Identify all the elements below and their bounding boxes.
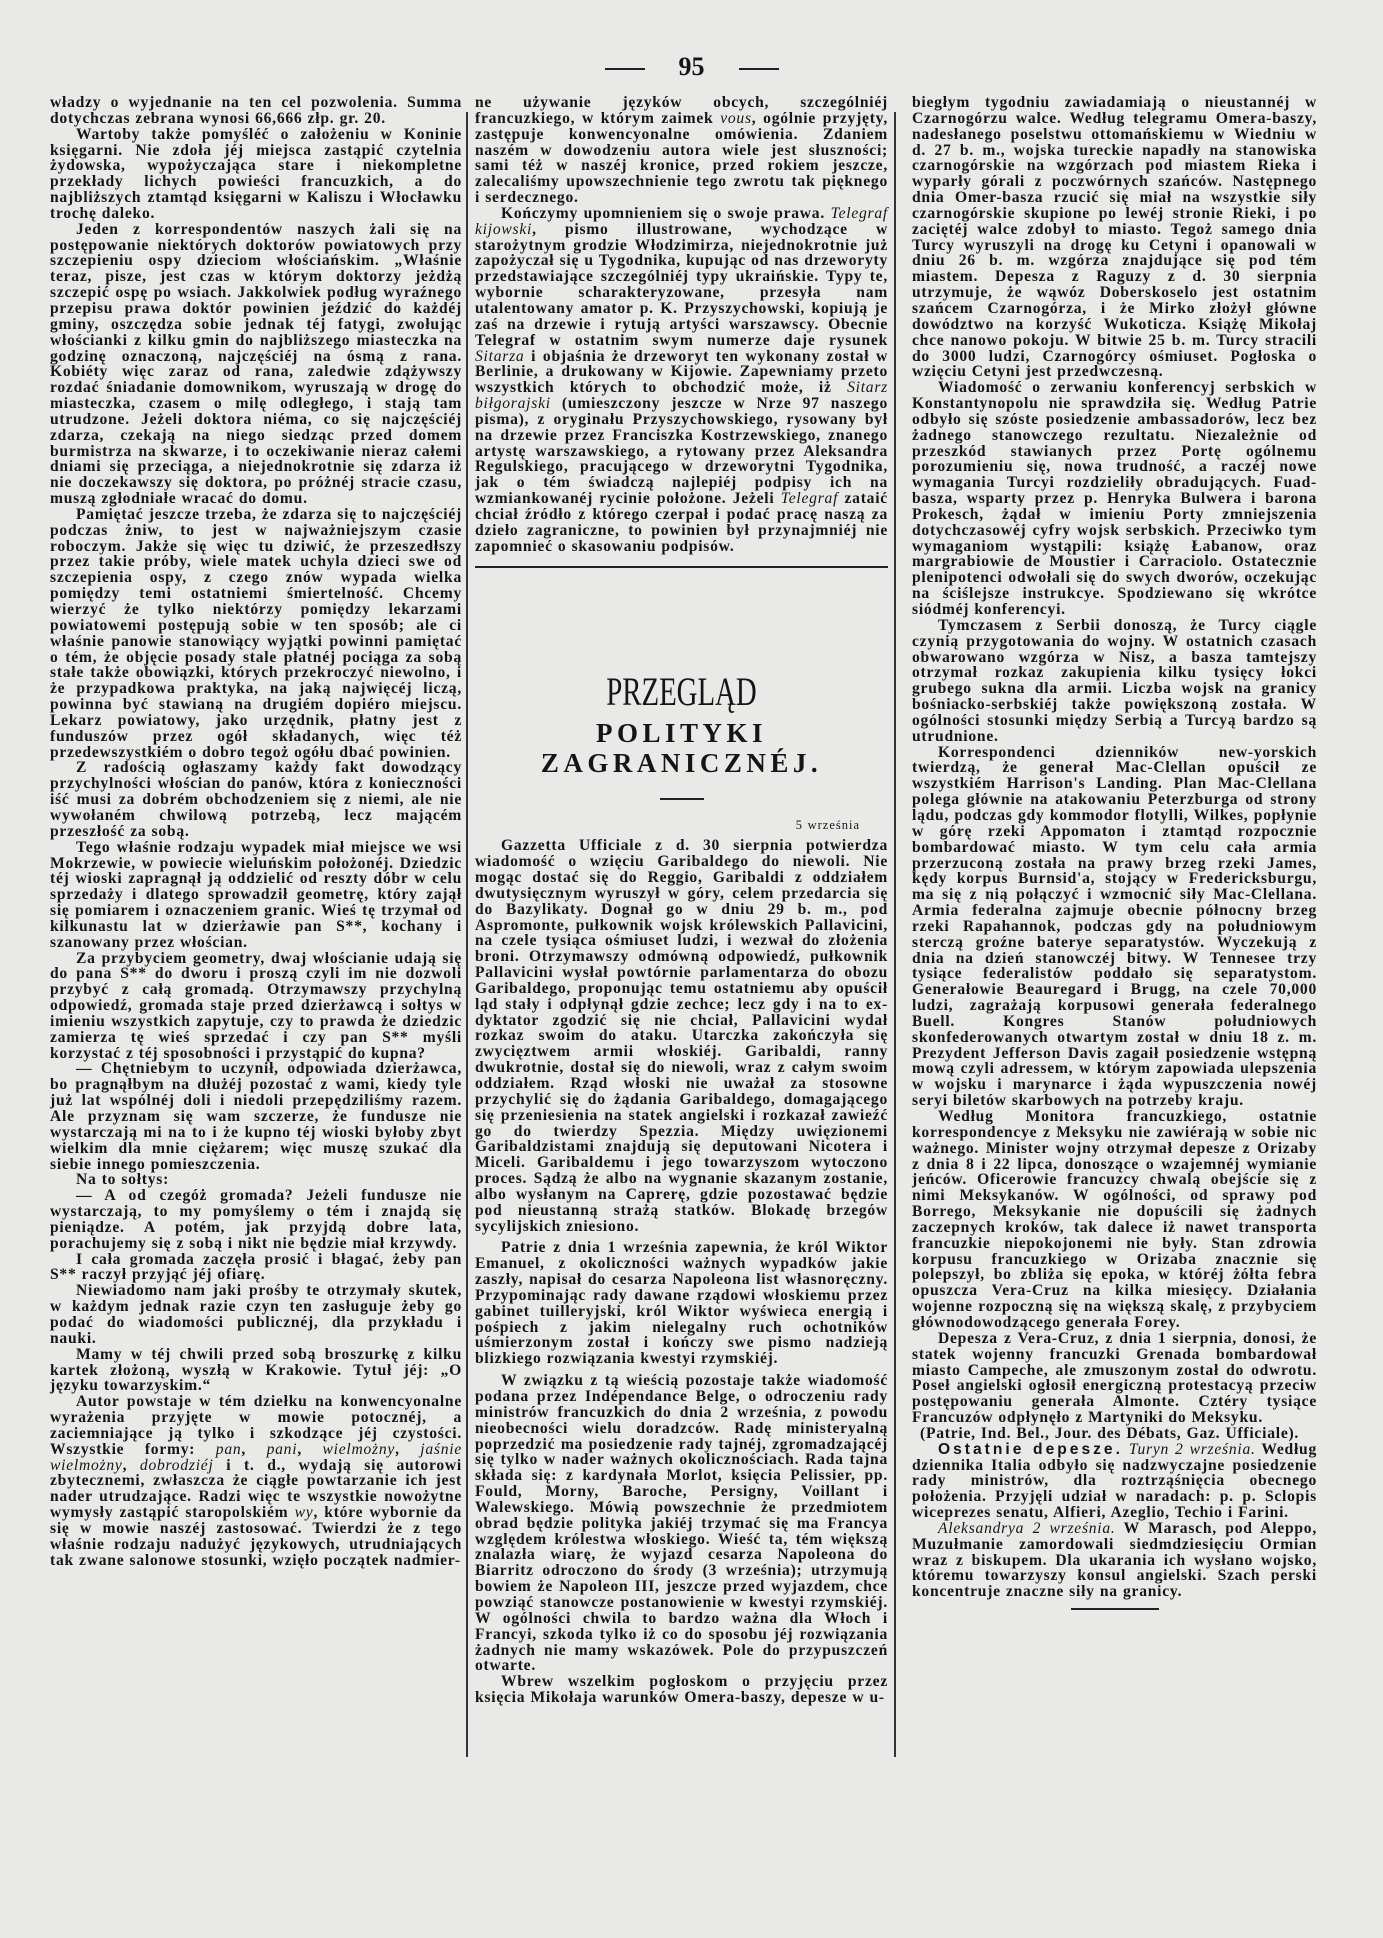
text-run: , ogólnie przyjęty, zastępuje konwencyonalne omówienia. Zdaniem naszém w dowodzeniu autora wiele jest słuszności; sami téż w naszéj kronice, przed rokiem jeszcze, zalecaliśmy upowszechnienie tego zwrotu tak pięknego i serdecznego. [475,109,888,207]
text-run: Mamy w téj chwili przed sobą broszurkę z kilku kartek złożoną, wyszłą w Krakowie. Tytuł jéj: „O języku towarzyskim.“ [50,1345,462,1395]
column-2 [475,95,888,1706]
article-paragraph [50,222,462,507]
italic-text-run: jaśnie wielmożny [50,1440,462,1474]
text-run: Pamiętać jeszcze trzeba, że zdarza się to najczęściéj podczas żniw, to jest w najważniejszym czasie roboczym. Jakże się więc tu dziwić, że przeszedłszy przez takie próby, wiele matek uchyla dzieci swe od szczepienia ospy, z czego znów wypada wielka pomiędzy temi ostatniemi śmiertelność. Chcemy wierzyć że tylko niektórzy pomiędzy lekarzami powiatowemi postępują sobie w ten sposób; ale ci właśnie panowie stanowiący wyjątki powinni pamiętać o tém, że objęcie posady stale płatnéj pociąga za sobą stałe także obowiązki, których przekroczyć niewolno, i że przypadkowa praktyka, na jaką najwięcéj liczą, powinna być stawianą na drugiém dopiéro miejscu. Lekarz powiatowy, jako urzędnik, płatny jest z funduszów przez ogół składanych, więc téż przedewszystkiém o dobro tegoż ogółu dbać powinien. [50,505,462,761]
article-paragraph [50,1252,462,1284]
text-run: Depesza z Vera-Cruz, z dnia 1 sierpnia, donosi, że statek wojenny francuzki Grenada bombardował miasto Campeche, ale zmuszonym został do odwrotu. Poseł angielski ogłosił energiczną protestacyą przeciw postępowaniu generała Almonte. Cztéry tysiące Francuzów odpłynęło z Martyniki do Meksyku. [912,1329,1317,1427]
italic-text-run: pan [215,1440,242,1458]
header-dash-right [739,68,779,70]
italic-text-run: Turyn 2 września. [1128,1440,1256,1458]
article-paragraph [50,840,462,951]
text-run: Za przybyciem geometry, dwaj włościanie udają się do pana S** do dworu i proszą czyli im nie dozwoli przybyć z całą gromadą. Otrzymawszy przychylną odpowiedź, gromada staje przed dzierżawcą i sołtys w imieniu wszystkich zapytuje, czy to prawda że dziedzic zamierza tę wieś sprzedać i czy pan S** myśli korzystać z téj sposobności i przystąpić do kupna? [50,949,462,1062]
column-3-text [912,95,1317,1600]
subsection-title: Ostatnie depesze. [938,1440,1123,1458]
text-run: zataić chciał źródło z którego czerpał i podać pracę naszą za dzieło zagraniczne, to powinien był przynajmniéj nie zapomnieć o skasowaniu podpisów. [475,490,888,555]
article-paragraph [475,1674,888,1706]
text-run: — A od czegóż gromada? Jeżeli fundusze nie wystarczają, to my pomyślemy o tém i znajdą się pieniądze. A potém, jak przyjdą dobre lata, porachujemy się z sobą i nikt nie będzie miał krzywdy. [50,1187,462,1252]
text-run: Wiadomość o zerwaniu konferencyj serbskich w Konstantynopolu nie sprawdziła się. Według Patrie odbyło się szóste posiedzenie ambassadorów, lecz bez żadnego stanowczego rezultatu. Niezależnie od przeszkód stawianych przez Portę ogólnemu porozumieniu się, nowa trudność, a raczéj nowe wymagania Turcyi rozdzieliły obradujących. Fuad-basza, wsparty przez p. Henryka Bulwera i barona Prokesch, żądał w imieniu Porty zmniejszenia dotychczasowéj cyfry wojsk serbskich. Przeciwko tym wymaganiom wystąpili: książę Łabanow, oraz margrabiowie de Moustier i Carraciolo. Ostatecznie plenipotenci odwołali się do swych dworów, oczekując na ściślejsze instrukcye. Spodziewano się wkrótce siódméj konferencyi. [912,379,1317,618]
article-paragraph [50,127,462,222]
text-run: władzy o wyjednanie na ten cel pozwolenia. Summa dotychczas zebrana wynosi 66,666 złp. gr. 20. [50,94,462,127]
text-run: , [122,1456,140,1474]
text-run: — Chętniebym to uczynił, odpowiada dzierżawca, bo pragnąłbym na dłużéj pozostać z wami, kiedy tyle już lat wspólnéj doli i niedoli przepędziliśmy razem. Ale przyznam się wam szczerze, że fundusze nie wystarczają mi na to i że kupno téj wioski byłoby zbyt wielkim dla mnie ciężarem; więc muszę szukać dla siebie innego pomieszczenia. [50,1060,462,1173]
article-paragraph [50,95,462,127]
text-run: , [297,1440,323,1458]
article-paragraph [912,1521,1317,1600]
text-run: , [241,1440,267,1458]
article-paragraph [475,206,888,555]
italic-text-run: Telegraf [780,490,839,508]
column-1 [50,95,462,1568]
text-run: Tego właśnie rodzaju wypadek miał miejsce we wsi Mokrzewie, w powiecie wieluńskim położonéj. Dziedzic téj wioski zapragnął ją oddzielić od reszty dóbr w celu sprzedaży i dlatego sprowadził geometrę, który zajął się pomiarem i oznaczeniem granic. Wieś tę trzymał od kilkunastu lat w dzierżawie pan S**, kochany i szanowany przez włościan. [50,838,462,951]
article-paragraph [475,838,888,1234]
text-run: ne używanie języków obcych, szczególniéj francuzkiego, w którym zaimek [475,94,888,127]
heading-line-2: POLITYKI ZAGRANICZNÉJ. [540,718,823,779]
italic-text-run: Aleksandrya 2 września. [938,1519,1116,1537]
section-divider-rule [475,566,888,568]
italic-text-run: wielmożny [322,1440,396,1458]
column-1-text [50,95,462,1568]
text-run: biegłym tygodniu zawiadamiają o nieustannéj w Czarnogórzu walce. Według telegramu Omera-baszy, nadesłanego poselstwu ottomańskiemu w Wiedniu w d. 27 b. m., wojska tureckie napadły na stanowiska czarnogórskie na wzgórzach pod miastem Rieka i wyparły górali z poczwórnych szańców. Następnego dnia Omer-basza rzucić się miał na wszystkie siły czarnogórskie skupione po lewéj stronie Rieki, i po zaciętéj walce zdobył to miasto. Tegoż samego dnia Turcy wyruszyli na drogę ku Cetyni i opanowali w dniu 26 b. m. wzgórza znajdujące się pod tém miastem. Depesza z Raguzy z d. 30 sierpnia utrzymuje, że wąwóz Doberskoselo jest ostatnim szańcem Czarnogórza, i że Mirko złożył główne dowództwo na korzyść Wukoticza. Książę Mikołaj chce nanowo pokoju. W bitwie 25 b. m. Turcy stracili do 3000 ludzi, Czarnogórcy ośmiuset. Pogłoska o wzięciu Cetyni jest przedwczesną. [912,94,1317,381]
text-run: W związku z tą wieścią pozostaje także wiadomość podana przez Indépendance Belge, o odroczeniu rady ministrów francuzkich do dnia 2 września, z powodu nieobecności wielu doradzców. Radę ministeryalną poprzedzić ma posiedzenie rady tajnéj, zgromadzającéj się tylko w nader ważnych okolicznościach. Rada tajna składa się: z kardynała Morlot, księcia Pelissier, pp. Fould, Morny, Baroche, Persigny, Voillant i Walewskiego. Mówią powszechnie że przedmiotem obrad będzie polityka jakiéj trzymać się ma Francya względem królestwa włoskiego. Wieść ta, tém większą znalazła wiarę, że wyjazd cesarza Napoleona do Biarritz odroczono do środy (3 września); utrzymują bowiem że Napoleon III, jeszcze przed wyjazdem, chce powziąć stanowcze postanowienie w kwestyi rzymskiéj. W ogólności chwila to bardzo ważna dla Włoch i Francyi, szkoda tylko iż co do sposobu jéj rozwiązania żadnych nie mamy wskazówek. Pole do przypuszczeń otwarte. [475,1372,888,1675]
article-paragraph [50,1188,462,1251]
text-run: , które wybornie da się w mowie naszéj zastosować. Twierdzi że z tego właśnie rodzaju nadużyć językowych, utrudniających tak zwane salonowe stosunki, wzięło początek nadmier- [50,1504,462,1569]
article-paragraph [50,1347,462,1395]
article-paragraph [50,1061,462,1172]
italic-text-run: Sitarz biłgorajski [475,379,888,413]
text-run: Na to sołtys: [76,1171,170,1189]
article-paragraph [475,1373,888,1674]
article-paragraph [475,1240,888,1367]
column-3 [912,95,1317,1610]
article-paragraph [50,1283,462,1346]
text-run: , pismo illustrowane, wychodzące w starożytnym grodzie Włodzimirza, niejednokrotnie już zapożyczał się u Tygodnika, kupując od nas drzeworyty przedstawiające szczególniéj typy ukraińskie. Typy te, wybornie scharakteryzowane, przesyła nam utalentowany amator p. K. Przyszychowski, kopiują je zaś na drzewie i rytują artyści warszawscy. Obecnie Telegraf w ostatnim swym numerze daje rysunek [475,220,888,349]
article-paragraph [912,1442,1317,1521]
text-run: Autor powstaje w tém dziełku na konwencyonalne wyrażenia przyjęte w mowie potocznéj, a zaciemniające ją tylko i szkodzące jéj czystości. Wszystkie formy: [50,1393,462,1458]
italic-text-run: vous [720,109,752,127]
text-run: Niewiadomo nam jaki prośby te otrzymały skutek, w każdym jednak razie czyn ten zasługuje żeby go podać do wiadomości publicznéj, dla przykładu i nauki. [50,1282,462,1347]
column-divider-2 [894,112,896,1757]
text-run: Gazzetta Ufficiale z d. 30 sierpnia potwierdza wiadomość o wzięciu Garibaldego do niewoli. Nie mogąc dostać się do Reggio, Garibaldi z oddziałem dwutysięcznym wyruszył w góry, celem przedarcia się do Bazylikaty. Dognał go w dniu 29 b. m., pod Aspromonte, pułkownik wojsk królewskich Pallavicini, na czele tysiąca ośmiuset ludzi, i wezwał do złożenia broni. Otrzymawszy odmówną odpowiedź, pułkownik Pallavicini wysłał powtórnie parlamentarza do obozu Garibaldego, proponując temu ostatniemu aby opuścił ląd stały i odpłynął gdzie zechce; lecz gdy i na to ex-dyktator zgodzić się nie chciał, Pallavicini wydał rozkaz swoim do ataku. Utarczka zakończyła się zwycięztwem armii włoskiéj. Garibaldi, ranny dwukrotnie, dostał się do niewoli, wraz z całym swoim oddziałem. Rząd włoski nie uważał za stosowne przychylić się do żądania Garibaldego, domagającego się przeniesienia na statek angielski i rozkazał zawieźć go do twierdzy Spezzia. Między uwięzionemi Garibaldzistami znajdują się deputowani Nicotera i Miceli. Garibaldemu i jego towarzyszom wytoczono proces. Sądzą że albo na wygnanie skazanym zostanie, albo wysłanym na Caprerę, gdzie pozostawać będzie pod nieustanną strażą statków. Blokadę brzegów sycylijskich zniesiono. [475,837,888,1235]
article-paragraph [50,951,462,1062]
dateline: 5 września [795,818,860,833]
italic-text-run: Sitarza [475,347,525,365]
text-run: (umieszczony jeszcze w Nrze 97 naszego pisma), z oryginału Przyszychowskiego, rysowany był na drzewie przez Franciszka Kostrzewskiego, znanego artystę warszawskiego, a rytowany przez Aleksandra Regulskiego, pracującego w drzeworytni Tygodnika, jak o tém świadczą najlepiéj podpisy ich na wzmiankowanéj rycinie położone. Jeżeli [475,395,888,508]
text-run: Patrie z dnia 1 września zapewnia, że król Wiktor Emanuel, z okoliczności ważnych wypadków jakie zaszły, napisał do cesarza Napoleona list własnoręczny. Przypominając rady dawane rządowi włoskiemu przez gabinet tuilleryjski, król Wiktor wyświeca energią i pośpiech z jakim nielegalny ruch ochotników uśmierzonym został i kończy swe pismo nadzieją blizkiego rozwiązania kwestyi rzymskiéj. [475,1239,888,1368]
text-run: Tymczasem z Serbii donoszą, że Turcy ciągle czynią przygotowania do wojny. W ostatnich czasach obwarowano wzgórza w Nisz, a basza tamtejszy otrzymał rozkaz zakupienia kilku tysięcy łokci grubego sukna dla armii. Liczba wojsk na granicy bośniacko-serbskiéj także powiększoną została. W ogólności stosunki między Serbią a Turcyą bardzo są utrudnione. [912,616,1317,745]
article-paragraph [912,745,1317,1109]
heading-line-1: PRZEGLĄD [606,669,757,715]
text-run: i t. d., wydają się autorowi zbytecznemi, zwłaszcza że ciągłe powtarzanie ich jest nader utrudzające. Radzi więc te wszystkie nowożytne wymysły zastąpić staropolskiém [50,1456,462,1522]
end-rule [1071,1608,1159,1610]
italic-text-run: pani [266,1440,298,1458]
text-run: Jeden z korrespondentów naszych żali się na postępowanie niektórych doktorów powiatowych przy szczepieniu ospy dzieciom włościańskim. „Właśnie teraz, pisze, jest czas w którym doktorzy jeżdżą szczepić ospę po wsiach. Jakkolwiek podług wyraźnego przepisu prawa doktór powinien jeździć do każdéj gminy, oszczędza sobie jednak téj fatygi, zwołując włościanki z kilku gmin do najbliższego miasteczka na godzinę oznaczoną, najczęściéj na ósmą z rana. Kobiéty więc zaraz od rana, zaledwie zdążywszy rozdać śniadanie domownikom, wyruszają w drogę do miasteczka, czasem o milę odległego, i stają tam utrudzone. Jeżeli doktora niéma, co się najczęściéj zdarza, czekają na niego siedząc przed domem burmistrza na skwarze, i to oczekiwanie nieraz całemi dniami się przeciąga, a niejednokrotnie się zdarza iż nie doczekawszy się doktora, po próżnéj stracie czasu, muszą zgłodniałe wracać do domu. [50,220,462,508]
article-paragraph [912,618,1317,745]
text-run: I cała gromada zaczęła prosić i błagać, żeby pan S** raczył przyjąć jéj ofiarę. [50,1250,462,1284]
text-run: Korrespondenci dzienników new-yorskich twierdzą, że generał Mac-Clellan opuścił ze wszystkiém Harrison's Landing. Plan Mac-Clellana polega głównie na atakowaniu Peterzburga od strony lądu, podczas gdy kommodor flotylli, Wilkes, popłynie w górę rzeki Appomaton i ztamtąd rozpocznie bombardować miasto. W tym celu cała armia przerzuconą została na prawy brzeg rzeki James, kędy korpus Burnsid'a, stojący w Fredericksburgu, ma się z nią połączyć i wzmocnić siły Mac-Clellana. Armia federalna zajmuje obecnie północny brzeg rzeki Rapahannok, podczas gdy na południowym sterczą groźne baterye separatystów. Wyczekują z dnia na dzień stanowczéj bitwy. W Tennesee trzy tysiące federalistów poddało się separatystom. Generałowie Beauregard i Brugg, na czele 70,000 ludzi, zagrażają korpusowi generała federalnego Buell. Kongres Stanów południowych skonfederowanych otwartym został w dniu 18 z. m. Prezydent Jefferson Davis zagaił posiedzenie wstępną mową czyli adressem, w którym zapowiada ulepszenia w wojsku i marynarce i żąda wypuszczenia nowéj seryi biletów skarbowych na potrzeby kraju. [912,743,1317,1110]
column-2-chronicle-end [475,95,888,554]
article-paragraph [912,95,1317,380]
text-run: (Patrie, Ind. Bel., Jour. des Débats, Gaz. Ufficiale). [920,1424,1300,1442]
column-2-foreign-news [475,838,888,1706]
article-paragraph [50,1394,462,1568]
text-run: , [395,1440,421,1458]
text-run: Wartoby także pomyśléć o założeniu w Koninie księgarni. Nie zdoła jéj miejsca zastąpić czytelnia żydowska, wypożyczająca stare i niekompletne przekłady lichych powieści francuzkich, a do najbliższych ztamtąd księgarni w Kaliszu i Włocławku trochę daleko. [50,125,462,222]
text-run: Według dziennika Italia odbyło się nadzwyczajne posiedzenie rady ministrów, dla roztrząśnięcia obecnego położenia. Przyjęli udział w naradach: p. p. Sclopis wiceprezes senatu, Alfieri, Azeglio, Techio i Farini. [912,1440,1318,1522]
italic-text-run: dobrodziéj [139,1456,214,1474]
article-paragraph [475,95,888,206]
italic-text-run: Telegraf kijowski [475,204,888,238]
italic-text-run: wy [294,1504,314,1522]
text-run: i objaśnia że drzeworyt ten wykonany został w Berlinie, a drukowany w Kijowie. Zapewniamy przeto wszystkich których to obchodzić może, iż [475,347,888,397]
header-dash-left [605,68,645,70]
text-run: Wbrew wszelkim pogłoskom o przyjęciu przez księcia Mikołaja warunków Omera-baszy, depesze w u- [475,1673,888,1707]
article-paragraph [50,507,462,761]
article-paragraph [50,1172,462,1188]
text-run: Kończymy upomnieniem się o swoje prawa. [501,204,831,222]
section-heading [475,669,888,800]
column-divider-1 [466,112,468,1757]
article-paragraph [912,1331,1317,1426]
article-paragraph [912,1109,1317,1331]
page-number: 95 [678,52,705,81]
text-run: Z radością ogłaszamy każdy fakt dowodzący przychylności włościan do panów, która z konieczności iść musi za dobrém obchodzeniem się z niemi, ale nie wywołaném chwilową potrzebą, lecz mającém przeszłość za sobą. [50,759,462,840]
heading-short-rule [660,798,704,800]
article-paragraph [50,760,462,839]
source-citation [912,1426,1317,1442]
page-number-header [0,52,1383,82]
text-run: Według Monitora francuzkiego, ostatnie korrespondencye z Meksyku nie zawiérają w sobie nic ważnego. Minister wojny otrzymał depesze z Orizaby z dnia 8 i 22 lipca, donoszące o wzajemnéj wymianie jeńców. Oficerowie francuzcy chwalą obejście się z nimi Meksykanów. W ogólności, od sprawy pod Borrego, Meksykanie nie dopuścili się żadnych zaczepnych kroków, tak dalece iż nawet transporta francuzkie niepokojonemi nie były. Stan zdrowia korpusu francuzkiego w Orizaba znacznie się polepszył, bo zbliża się epoka, w któréj żółta febra opuszcza Vera-Cruz na kilka miesięcy. Działania wojenne rozpoczną się na większą skalę, z przybyciem głównodowodzącego generała Forey. [912,1108,1317,1331]
text-run: W Marasch, pod Aleppo, Muzułmanie zamordowali siedmdziesięciu Ormian wraz z biskupem. Dla ukarania ich wysłano wojsko, któremu towarzyszy konsul angielski. Szach perski koncentruje znaczne siły na granicy. [912,1519,1317,1601]
article-paragraph [912,380,1317,618]
